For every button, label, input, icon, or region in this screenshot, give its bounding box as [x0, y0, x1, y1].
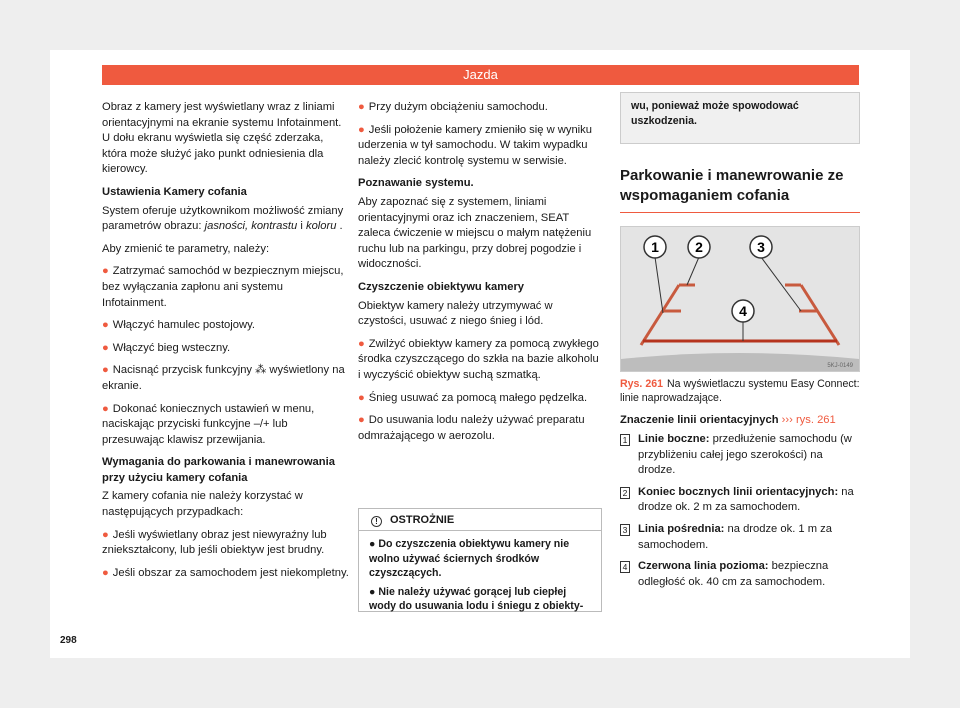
figure-code: 5KJ-0149 [827, 363, 853, 369]
legend-number: 3 [620, 524, 630, 536]
list-item [369, 585, 591, 614]
settings-heading: Ustawienia Kamery cofania [102, 185, 247, 198]
callout-3: 3 [757, 239, 765, 255]
caution-body [359, 531, 601, 620]
list-item-text: Zwilżyć obiektyw kamery za pomocą zwykłego środka czyszczącego do szkła na bazie alkoholu i wyczyścić obiektyw suchą szmatką. [358, 337, 599, 381]
column-2 [358, 100, 602, 451]
know-system-paragraph: Aby zapoznać się z systemem, liniami orientacyjnymi oraz ich znaczeniem, SEAT zaleca ćwiczenie w miejscu o małym natężeniu ruchu lub na parkingu, przy dobrej pogodzie i widoczności. [358, 195, 592, 271]
list-item-text: Dokonać koniecznych ustawień w menu, naciskając przyciski funkcyjne –/+ lub przesuwając klawisz przewijania. [102, 402, 315, 446]
figure-caption-text: Na wyświetlaczu systemu Easy Connect: linie naprowadzające. [620, 378, 860, 404]
settings-text: System oferuje użytkownikom możliwość zmiany parametrów obrazu: [102, 204, 344, 233]
legend-item [620, 522, 860, 553]
info-icon: ! [371, 516, 382, 527]
bullet-icon: ● [102, 319, 109, 332]
legend-item [620, 432, 860, 479]
page-number: 298 [60, 635, 77, 646]
caution-box [358, 508, 602, 612]
list-item [358, 391, 602, 407]
settings-em-1: jasności, kontrastu [204, 220, 298, 233]
list-item-text: Jeśli położenie kamery zmieniło się w wyniku uderzenia w tył samochodu. W takim wypadku należy zlecić kontrolę systemu w serwisie. [358, 123, 592, 167]
caution-title: OSTROŻNIE [390, 514, 455, 526]
list-item [358, 337, 602, 384]
list-item [102, 402, 350, 449]
cleaning-paragraph: Obiektyw kamery należy utrzymywać w czystości, usuwać z niego śnieg i lód. [358, 299, 553, 328]
bullet-icon: ● [102, 528, 109, 541]
requirements-paragraph: Z kamery cofania nie należy korzystać w następujących przypadkach: [102, 490, 303, 519]
bullet-icon: ● [102, 265, 109, 278]
bullet-icon: ● [369, 585, 379, 598]
list-item-text: Jeśli wyświetlany obraz jest niewyraźny lub zniekształcony, lub jeśli obiektyw jest brudny. [102, 528, 327, 557]
callout-2: 2 [695, 239, 703, 255]
guide-lines-illustration [621, 227, 859, 371]
rearview-camera-figure [620, 226, 860, 372]
legend-name: Czerwona linia pozioma: [638, 560, 769, 573]
list-item-text: Nie należy używać gorącej lub ciepłej wody do usuwania lodu i śniegu z obiekty- [369, 585, 584, 613]
list-item-text: Do czyszczenia obiektywu kamery nie wolno używać ściernych środków czyszczących. [369, 538, 570, 580]
list-item [102, 528, 350, 559]
settings-em-2: koloru [305, 220, 337, 233]
caution-header [359, 509, 601, 531]
section-header: Jazda [102, 65, 859, 85]
legend-text: przedłużenie samochodu (w przybliżeniu całej jego szerokości) na drodze. [638, 433, 852, 477]
legend-title-text: Znaczenie linii orientacyjnych [620, 414, 779, 426]
list-item-text: Przy dużym obciążeniu samochodu. [368, 101, 548, 113]
callout-1: 1 [651, 239, 659, 255]
legend-name: Linia pośrednia: [638, 522, 725, 535]
list-item-text: Włączyć hamulec postojowy. [112, 319, 255, 332]
know-system-heading: Poznawanie systemu. [358, 177, 474, 190]
figure-reference-link[interactable]: ››› rys. 261 [781, 414, 836, 426]
list-item [358, 123, 602, 170]
legend-name: Koniec bocznych linii orientacyjnych: [638, 485, 839, 498]
list-item-text: Nacisnąć przycisk funkcyjny ⁂ wyświetlony na ekranie. [102, 364, 345, 392]
settings-paragraph [102, 204, 350, 235]
callout-4: 4 [739, 303, 747, 319]
bullet-icon: ● [358, 391, 365, 404]
bullet-icon: ● [102, 341, 109, 354]
requirements-heading: Wymagania do parkowania i manewrowania przy użyciu kamery cofania [102, 456, 335, 484]
list-item-text: Włączyć bieg wsteczny. [112, 341, 231, 354]
legend-title [620, 414, 860, 426]
legend-item [620, 559, 860, 590]
list-item [102, 318, 350, 334]
intro-paragraph: Obraz z kamery jest wyświetlany wraz z liniami orientacyjnymi na ekranie systemu Infotainment. U dołu ekranu wyświetla się część zderzaka, która może służyć jako punkt odniesienia dla kierowcy. [102, 101, 342, 176]
list-item-text: Śnieg usuwać za pomocą małego pędzelka. [368, 391, 588, 404]
bullet-icon: ● [358, 101, 365, 113]
list-item-text: Jeśli obszar za samochodem jest niekompletny. [112, 566, 349, 579]
cleaning-heading: Czyszczenie obiektywu kamery [358, 280, 525, 293]
caution-continued: wu, ponieważ może spowodować uszkodzenia. [620, 92, 860, 144]
legend-number: 4 [620, 561, 630, 573]
list-item [102, 566, 350, 582]
list-item [369, 537, 591, 581]
bullet-icon: ● [358, 414, 365, 427]
bullet-icon: ● [358, 123, 365, 136]
settings-text-mid: i [297, 220, 306, 233]
bullet-icon: ● [358, 337, 365, 350]
list-item-text: Zatrzymać samochód w bezpiecznym miejscu, bez wyłączania zapłonu ani systemu Infotainment. [102, 265, 344, 309]
list-item [358, 413, 602, 444]
legend-text: bezpieczna odległość ok. 40 cm za samochodem. [638, 560, 829, 588]
bullet-icon: ● [102, 566, 109, 579]
legend-name: Linie boczne: [638, 433, 710, 445]
legend-number: 1 [620, 434, 630, 446]
list-item [102, 363, 350, 394]
legend-number: 2 [620, 487, 630, 499]
list-item [102, 341, 350, 357]
list-item [358, 100, 602, 116]
bullet-icon: ● [369, 538, 379, 550]
figure-label: Rys. 261 [620, 378, 663, 390]
list-item-text: Do usuwania lodu należy używać preparatu odmrażającego w aerozolu. [358, 414, 585, 442]
bullet-icon: ● [102, 364, 109, 377]
legend-text: na drodze ok. 1 m za samochodem. [638, 522, 832, 551]
settings-text-post: . [336, 220, 343, 233]
section-title: Parkowanie i manewrowanie ze wspomaganiem cofania [620, 166, 860, 213]
figure-caption [620, 377, 860, 405]
list-item [102, 264, 350, 311]
legend-item [620, 485, 860, 516]
change-paragraph: Aby zmienić te parametry, należy: [102, 242, 270, 255]
bullet-icon: ● [102, 402, 109, 415]
legend-text: na drodze ok. 2 m za samochodem. [638, 485, 854, 514]
legend-list [620, 432, 860, 596]
column-1 [102, 100, 350, 588]
